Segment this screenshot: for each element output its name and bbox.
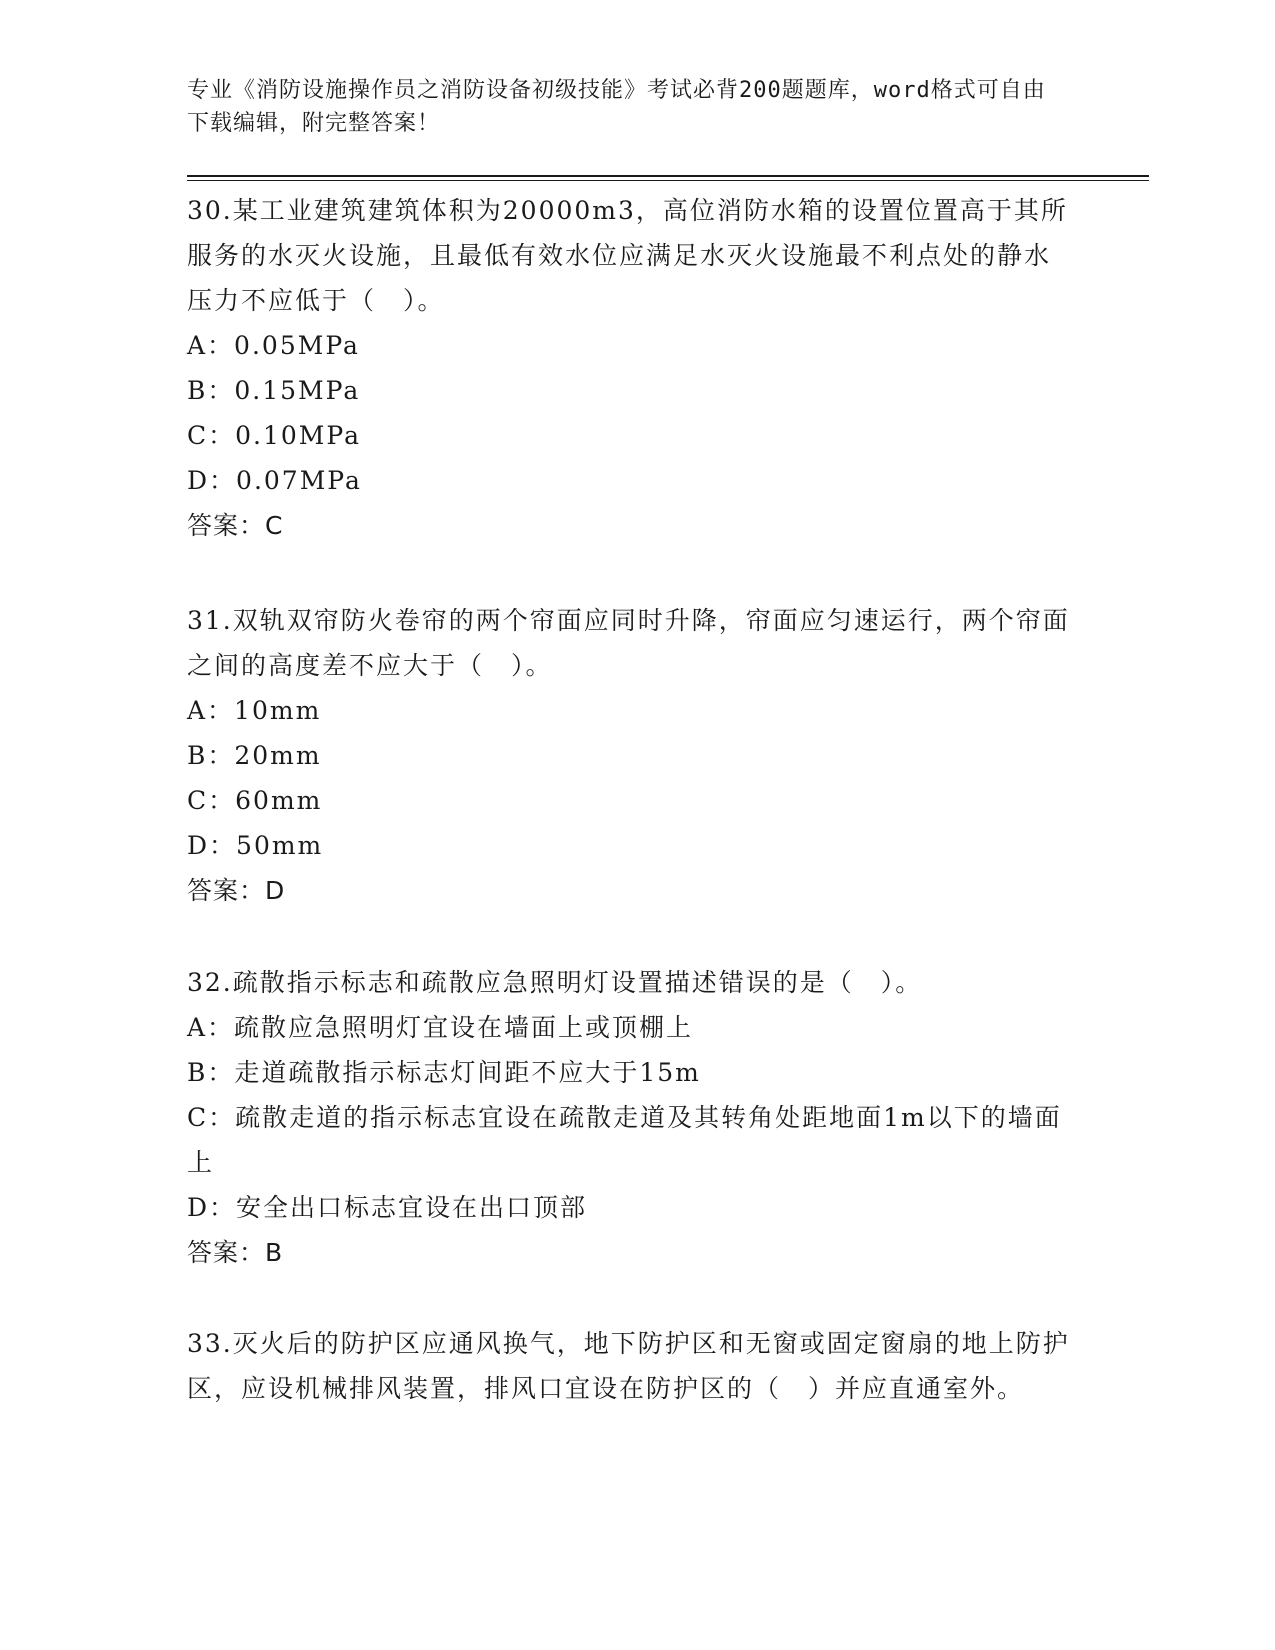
option-a: A：10mm	[187, 696, 322, 725]
option-d: D：安全出口标志宜设在出口顶部	[187, 1193, 588, 1222]
option-b: B：走道疏散指示标志灯间距不应大于15m	[187, 1058, 701, 1087]
header-intro-text: 专业《消防设施操作员之消防设备初级技能》考试必背200题题库，word格式可自由下载编辑，附完整答案！	[187, 78, 1046, 136]
question-32	[187, 960, 1077, 1275]
question-31	[187, 598, 1077, 913]
question-33	[187, 1321, 1077, 1411]
question-stem: 33.灭火后的防护区应通风换气，地下防护区和无窗或固定窗扇的地上防护区，应设机械排风装置，排风口宜设在防护区的（ ）并应直通室外。	[187, 1329, 1070, 1403]
option-c: C：疏散走道的指示标志宜设在疏散走道及其转角处距地面1m以下的墙面上	[187, 1103, 1062, 1177]
question-30	[187, 188, 1077, 548]
option-d: D：50mm	[187, 831, 324, 860]
answer-line: 答案：B	[187, 1238, 284, 1267]
option-b: B：20mm	[187, 741, 322, 770]
header-divider-thin	[187, 180, 1149, 181]
option-a: A：0.05MPa	[187, 331, 360, 360]
option-a: A：疏散应急照明灯宜设在墙面上或顶棚上	[187, 1013, 694, 1042]
answer-line: 答案：C	[187, 511, 284, 540]
option-d: D：0.07MPa	[187, 466, 362, 495]
option-c: C：0.10MPa	[187, 421, 361, 450]
option-b: B：0.15MPa	[187, 376, 361, 405]
question-stem: 32.疏散指示标志和疏散应急照明灯设置描述错误的是（ ）。	[187, 968, 923, 997]
question-stem: 31.双轨双帘防火卷帘的两个帘面应同时升降，帘面应匀速运行，两个帘面之间的高度差不应大于（ ）。	[187, 606, 1070, 680]
question-stem: 30.某工业建筑建筑体积为20000m3，高位消防水箱的设置位置高于其所服务的水灭火设施，且最低有效水位应满足水灭火设施最不利点处的静水压力不应低于（ ）。	[187, 196, 1068, 315]
document-header	[187, 74, 1067, 140]
answer-line: 答案：D	[187, 876, 286, 905]
header-divider-thick	[187, 175, 1149, 177]
option-c: C：60mm	[187, 786, 323, 815]
